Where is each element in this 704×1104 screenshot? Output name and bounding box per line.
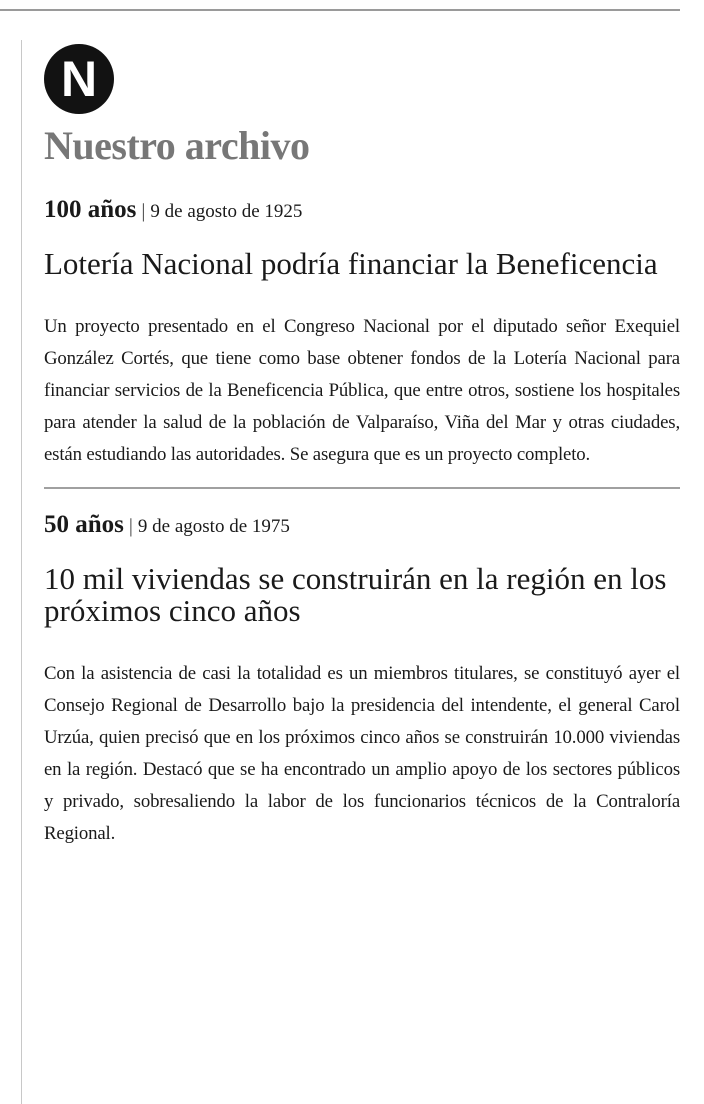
entry-years: 50 años xyxy=(44,510,124,538)
entry-date: 9 de agosto de 1925 xyxy=(150,201,303,222)
logo-letter: N xyxy=(60,51,98,107)
entry-divider xyxy=(44,487,680,489)
entry-headline: 10 mil viviendas se construirán en la región en los próximos cinco años xyxy=(44,560,667,629)
entry-meta xyxy=(44,511,680,539)
entry-body: Con la asistencia de casi la totalidad es un miembros titulares, se constituyó ayer el Consejo Regional de Desarrollo bajo la presidencia del intendente, el general Carol Urzúa, quien precisó que en los próximos cinco años se construirán 10.000 viviendas en la región. Destacó que se ha encontrado un amplio apoyo de los sectores públicos y privado, sobresaliendo la labor de los funcionarios técnicos de la Contraloría Regional. xyxy=(44,662,680,844)
archive-column xyxy=(44,44,680,850)
top-divider xyxy=(0,9,680,11)
entry-separator: | xyxy=(141,200,146,222)
entry-body: Un proyecto presentado en el Congreso Nacional por el diputado señor Exequiel González Cortés, que tiene como base obtener fondos de la Lotería Nacional para financiar servicios de la Beneficencia Pública, que entre otros, sostiene los hospitales para atender la salud de la población de Valparaíso, Viña del Mar y otras ciudades, están estudiando las autoridades. Se asegura que es un proyecto completo. xyxy=(44,315,680,465)
entry-separator: | xyxy=(128,514,133,537)
archive-entry-50-years xyxy=(44,511,680,850)
archive-entry-100-years xyxy=(44,196,680,471)
entry-years: 100 años xyxy=(44,196,137,223)
entry-headline: Lotería Nacional podría financiar la Beneficencia xyxy=(44,246,658,281)
column-divider xyxy=(21,40,22,1104)
newspaper-logo-icon xyxy=(44,44,114,114)
section-title: Nuestro archivo xyxy=(44,123,310,168)
entry-meta xyxy=(44,196,680,224)
entry-date: 9 de agosto de 1975 xyxy=(137,515,290,537)
